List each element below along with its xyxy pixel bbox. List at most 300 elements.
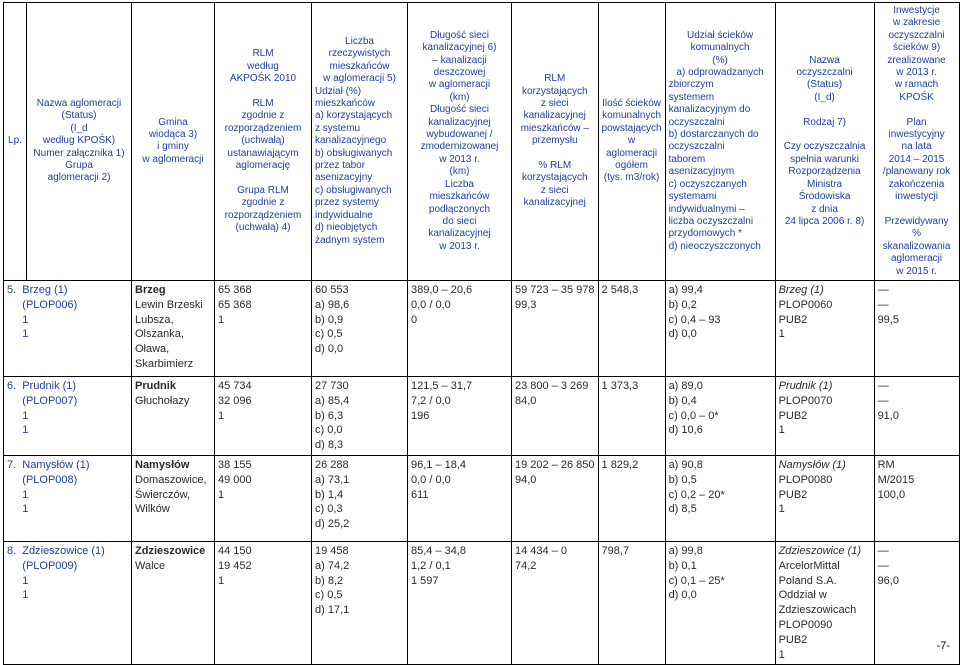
header-line: b) dostarczanych do — [668, 129, 759, 141]
cell-line: Olszanka, — [135, 328, 184, 341]
cell-line: 74,2 — [515, 559, 537, 572]
header-line: w zakresie — [892, 17, 941, 29]
cell-line: 1 829,2 — [601, 458, 639, 471]
cell-rlm — [215, 541, 312, 664]
cell-line: — — [877, 379, 889, 392]
header-line — [218, 172, 308, 184]
header-line: żadnym system — [315, 234, 385, 246]
cell-liczba — [312, 280, 408, 376]
header-line — [779, 104, 871, 116]
header-line: oczyszczalni — [668, 116, 725, 128]
header-line: według — [247, 60, 279, 72]
header-line: systemem — [668, 91, 715, 103]
header-line: RLM — [252, 48, 274, 60]
cell-line: 60 553 — [315, 283, 349, 296]
header-line: (tys. m3/rok) — [603, 172, 660, 184]
header-line: kanalizacyjnego — [315, 135, 387, 147]
cell-line: 121,5 – 31,7 — [411, 379, 473, 392]
cell-line: c) 0,3 — [315, 503, 343, 516]
header-line: mieszkańców – — [520, 122, 589, 134]
header-line: Nazwa — [809, 54, 840, 66]
header-line: indywidualne — [315, 209, 373, 221]
cell-nazwa-oczyszczalni — [775, 376, 874, 455]
header-line: (I_d) — [814, 91, 835, 103]
header-line: Przewidywany — [884, 215, 949, 227]
cell-line: — — [877, 394, 889, 407]
header-liczba-mieszkancow — [312, 3, 408, 281]
header-line: kanalizacyjnej — [428, 228, 491, 240]
header-line: ogółem — [615, 160, 648, 172]
cell-rlm — [215, 376, 312, 455]
cell-line: b) 0,9 — [315, 313, 344, 326]
header-nazwa-oczyszczalni — [775, 3, 874, 281]
cell-line: 5. Brzeg (1) — [7, 283, 68, 296]
cell-lp-nazwa — [4, 455, 132, 541]
cell-line: 23 800 – 3 269 — [515, 379, 589, 392]
cell-line: 0,0 / 0,0 — [411, 473, 451, 486]
header-line: w aglomeracji — [428, 79, 491, 91]
header-line: c) oczyszczanych — [668, 178, 747, 190]
cell-line: — — [877, 283, 889, 296]
header-line: a) odprowadzanych — [676, 67, 764, 79]
cell-line: b) 0,4 — [668, 394, 697, 407]
cell-line: a) 99,8 — [668, 544, 703, 557]
cell-line: 1 — [7, 409, 29, 422]
cell-line: 2 548,3 — [601, 283, 639, 296]
cell-line: 32 096 — [218, 394, 252, 407]
cell-line: d) 17,1 — [315, 604, 350, 617]
cell-line: M/2015 — [877, 473, 915, 486]
cell-line: Lubsza, — [135, 313, 174, 326]
header-line: (km) — [449, 91, 470, 103]
cell-line: 44 150 — [218, 544, 252, 557]
header-line: AKPOŚK 2010 — [229, 73, 297, 85]
header-line: rzeczywistych — [328, 48, 391, 60]
cell-lp-nazwa — [4, 376, 132, 455]
cell-liczba — [312, 541, 408, 664]
header-line: RLM — [544, 73, 566, 85]
header-line: mieszkańców — [329, 60, 390, 72]
cell-line: RM — [877, 458, 895, 471]
table-row — [4, 376, 960, 455]
header-nazwa-aglomeracji — [27, 3, 132, 281]
cell-line: 1 — [7, 313, 29, 326]
cell-gmina — [132, 455, 215, 541]
cell-rlm-korzystajacych — [512, 455, 599, 541]
header-line: KPOŚK — [899, 91, 934, 103]
cell-line: 611 — [411, 488, 429, 501]
cell-line: b) 8,2 — [315, 574, 344, 587]
header-line: inwestycyjny — [888, 129, 945, 141]
header-line: zgodnie z — [241, 197, 285, 209]
cell-dlugosc — [408, 376, 512, 455]
cell-ilosc — [598, 376, 665, 455]
header-line: aglomeracji — [890, 253, 943, 265]
cell-rlm-korzystajacych — [512, 541, 599, 664]
header-line: c) obsługiwanych — [315, 184, 392, 196]
cell-line: 84,0 — [515, 394, 537, 407]
cell-line: PUB2 — [778, 633, 808, 646]
cell-line: d) 8,3 — [315, 439, 344, 452]
cell-line: d) 0,0 — [315, 343, 344, 356]
cell-line: — — [877, 544, 889, 557]
cell-line: 99,5 — [877, 313, 899, 326]
header-gmina — [132, 3, 215, 281]
cell-line: c) 0,5 — [315, 589, 343, 602]
header-line: oczyszczalni — [888, 29, 945, 41]
cell-line: 94,0 — [515, 473, 537, 486]
cell-line: 49 000 — [218, 473, 252, 486]
cell-line: 19 452 — [218, 559, 252, 572]
header-inwestycje — [874, 3, 959, 281]
cell-line: d) 10,6 — [668, 424, 703, 437]
header-line — [878, 204, 956, 216]
cell-line: a) 90,8 — [668, 458, 703, 471]
cell-line: c) 0,0 — [315, 424, 343, 437]
header-line: podłączonych — [428, 203, 491, 215]
header-line: systemami — [668, 191, 717, 203]
cell-udzial — [665, 455, 775, 541]
cell-line: b) 0,5 — [668, 473, 697, 486]
header-line: zmodernizowanej — [420, 141, 499, 153]
header-line: z sieci — [540, 184, 569, 196]
header-line: kanalizacyjnej 6) — [422, 42, 497, 54]
table-row — [4, 280, 960, 376]
cell-line: Namysłów — [135, 458, 190, 471]
header-line: Udział (%) — [315, 85, 362, 97]
header-udzial-sciekow — [665, 3, 775, 281]
header-line: Grupa RLM — [237, 184, 289, 196]
cell-line: Zdzieszowice — [135, 544, 206, 557]
header-line: taborem — [668, 153, 706, 165]
header-line: w 2015 r. — [896, 265, 937, 277]
table-body — [4, 280, 960, 664]
header-rlm-korzystajacych — [512, 3, 599, 281]
cell-line: a) 73,1 — [315, 473, 350, 486]
header-line: według KPOŚK) — [42, 135, 116, 147]
cell-ilosc — [598, 455, 665, 541]
header-line: 24 lipca 2006 r. 8) — [784, 215, 865, 227]
cell-line: b) 1,4 — [315, 488, 344, 501]
header-line: Plan — [906, 116, 927, 128]
cell-line: Poland S.A. — [778, 574, 837, 587]
cell-nazwa-oczyszczalni — [775, 280, 874, 376]
cell-line: PUB2 — [778, 409, 808, 422]
header-line: Inwestycje — [893, 5, 940, 16]
header-line: oczyszczalni — [796, 67, 853, 79]
header-line: z systemu — [315, 122, 361, 134]
cell-line: PLOP0090 — [778, 618, 833, 631]
header-line: /planowany rok — [882, 166, 951, 178]
header-line: w 2013 r. — [896, 67, 937, 79]
header-line: kanalizacyjnej — [428, 116, 491, 128]
header-line: kanalizacyjnym do — [668, 104, 751, 116]
header-line: korzystających — [521, 85, 588, 97]
cell-line: Głuchołazy — [135, 394, 190, 407]
header-line: (uchwałą) 4) — [235, 222, 291, 234]
cell-line: ArcelorMittal — [778, 559, 840, 572]
cell-line: 1 — [7, 589, 29, 602]
cell-line: Lewin Brzeski — [135, 298, 203, 311]
cell-line: 1 373,3 — [601, 379, 639, 392]
cell-line: d) 25,2 — [315, 518, 350, 531]
agglomeration-table — [3, 2, 960, 665]
header-line: korzystających — [521, 172, 588, 184]
header-rlm — [215, 3, 312, 281]
header-line: w aglomeracji — [142, 153, 204, 165]
header-line: a) korzystających — [315, 110, 393, 122]
header-line: z sieci — [540, 98, 569, 110]
cell-line: c) 0,0 – 0* — [668, 409, 719, 422]
header-line: Liczba — [345, 36, 374, 48]
cell-line: PLOP0060 — [778, 298, 833, 311]
header-line: indywidualnymi – — [668, 203, 745, 215]
cell-line: b) 0,1 — [668, 559, 697, 572]
header-line: Długość sieci — [430, 29, 489, 41]
table-row — [4, 455, 960, 541]
header-line: w 2013 r. — [439, 153, 480, 165]
cell-line: 26 288 — [315, 458, 349, 471]
header-line: skanalizowania — [882, 240, 951, 252]
cell-line: 389,0 – 20,6 — [411, 283, 473, 296]
header-line: komunalnych — [690, 42, 750, 54]
header-line: % RLM — [538, 160, 572, 172]
cell-line: a) 85,4 — [315, 394, 350, 407]
cell-line: (PLOP006) — [7, 298, 78, 311]
header-line: Ilość ścieków — [602, 98, 661, 110]
cell-udzial — [665, 280, 775, 376]
cell-line: Prudnik — [135, 379, 176, 392]
cell-line: 65 368 — [218, 283, 252, 296]
cell-line: 1,2 / 0,1 — [411, 559, 451, 572]
cell-inwestycje — [874, 376, 959, 455]
cell-line: — — [877, 559, 889, 572]
cell-line: 96,1 – 18,4 — [411, 458, 467, 471]
header-line: w aglomeracji 5) — [323, 73, 396, 85]
cell-line: 196 — [411, 409, 430, 422]
header-line: (Status) — [807, 79, 843, 91]
cell-line: c) 0,4 – 93 — [668, 313, 721, 326]
cell-line: Domaszowice, — [135, 473, 207, 486]
cell-liczba — [312, 376, 408, 455]
cell-line: 1 — [218, 409, 225, 422]
header-line: ścieków 9) — [892, 42, 941, 54]
header-line: w — [627, 135, 636, 147]
header-line: wiodąca 3) — [148, 129, 198, 141]
cell-nazwa-oczyszczalni — [775, 455, 874, 541]
cell-line: Prudnik (1) — [778, 379, 833, 392]
cell-line: Brzeg — [135, 283, 166, 296]
header-line: rozporządzeniem — [224, 122, 302, 134]
header-line: Liczba — [445, 178, 474, 190]
cell-line: Wilków — [135, 503, 170, 516]
header-line: Udział ścieków — [686, 29, 754, 41]
header-line: zgodnie z — [241, 110, 285, 122]
header-line: przemysłu — [531, 135, 578, 147]
cell-inwestycje — [874, 455, 959, 541]
cell-line: c) 0,1 – 25* — [668, 574, 725, 587]
header-line: RLM — [252, 98, 274, 110]
header-line: (km) — [449, 166, 470, 178]
header-line: z dnia — [811, 203, 838, 215]
cell-line: c) 0,2 – 20* — [668, 488, 725, 501]
cell-line: a) 74,2 — [315, 559, 350, 572]
cell-rlm-korzystajacych — [512, 376, 599, 455]
header-line: na lata — [901, 141, 932, 153]
cell-line: Oddział w — [778, 589, 827, 602]
cell-line: 91,0 — [877, 409, 899, 422]
header-line: zakończenia — [888, 178, 945, 190]
cell-line: Skarbimierz — [135, 357, 194, 370]
header-line: – kanalizacji — [432, 54, 487, 66]
cell-line: 1 — [7, 424, 29, 437]
cell-ilosc — [598, 280, 665, 376]
cell-rlm-korzystajacych — [512, 280, 599, 376]
header-line: przez tabor — [315, 160, 366, 172]
cell-line: a) 98,6 — [315, 298, 350, 311]
cell-line: 59 723 – 35 978 — [515, 283, 595, 296]
header-line: Gmina — [158, 116, 188, 128]
cell-line: 1 — [7, 328, 29, 341]
header-line: aglomeracji 2) — [47, 172, 111, 184]
header-line: powstających — [601, 122, 662, 134]
header-lp — [4, 3, 27, 281]
cell-line: PLOP0080 — [778, 473, 833, 486]
cell-rlm — [215, 280, 312, 376]
header-line: przydomowych * — [668, 228, 742, 240]
header-line: aglomeracji — [605, 147, 658, 159]
cell-line: 8. Zdzieszowice (1) — [7, 544, 105, 557]
header-line: zrealizowane — [887, 54, 946, 66]
header-line: (I_d — [70, 122, 88, 134]
header-line: Grupa — [65, 160, 93, 172]
cell-line: 1 — [218, 488, 225, 501]
cell-line: 14 434 – 0 — [515, 544, 567, 557]
cell-line: 7. Namysłów (1) — [7, 458, 90, 471]
cell-line: 19 458 — [315, 544, 349, 557]
header-line: Rozporządzenia — [788, 166, 861, 178]
header-line: (%) — [712, 54, 728, 66]
header-line: przez systemy — [315, 197, 379, 209]
header-line: Czy oczyszczalnia — [783, 141, 866, 153]
header-line: kanalizacyjnej — [523, 110, 586, 122]
header-line — [779, 129, 871, 141]
cell-line: Namysłów (1) — [778, 458, 846, 471]
cell-line: Świerczów, — [135, 488, 191, 501]
cell-rlm — [215, 455, 312, 541]
cell-line: 100,0 — [877, 488, 906, 501]
cell-inwestycje — [874, 280, 959, 376]
header-line: (Status) — [61, 110, 97, 122]
header-line: Numer załącznika 1) — [33, 147, 125, 159]
header-line: spełnia warunki — [790, 153, 860, 165]
cell-line: b) 0,2 — [668, 298, 697, 311]
header-ilosc-sciekow — [598, 3, 665, 281]
header-line: mieszkańców — [429, 191, 490, 203]
cell-line: d) 8,5 — [668, 503, 697, 516]
cell-line: a) 89,0 — [668, 379, 703, 392]
header-line: w 2013 r. — [439, 240, 480, 252]
cell-udzial — [665, 376, 775, 455]
cell-line: PUB2 — [778, 313, 808, 326]
header-line: inwestycji — [895, 191, 938, 203]
header-line: d) nieoczyszczonych — [668, 240, 761, 252]
cell-udzial — [665, 541, 775, 664]
header-line: ustanawiającym — [227, 147, 299, 159]
cell-line: 1 597 — [411, 574, 439, 587]
header-line: % — [912, 228, 922, 240]
cell-line: 1 — [218, 574, 225, 587]
cell-line: c) 0,5 — [315, 328, 343, 341]
header-line: do sieci — [442, 215, 477, 227]
header-line: rozporządzeniem — [224, 209, 302, 221]
cell-line: 1 — [778, 503, 785, 516]
header-line: (uchwałą) — [241, 135, 285, 147]
cell-line: (PLOP008) — [7, 473, 78, 486]
cell-line: 1 — [7, 503, 29, 516]
cell-line: 1 — [778, 648, 785, 661]
cell-liczba — [312, 455, 408, 541]
cell-line: 65 368 — [218, 298, 252, 311]
cell-line: 99,3 — [515, 298, 537, 311]
header-line: asenizacyjnym — [668, 166, 735, 178]
header-line: aglomerację — [235, 160, 291, 172]
header-line — [218, 86, 308, 98]
header-line: Ministra — [807, 178, 843, 190]
table-row — [4, 541, 960, 664]
cell-gmina — [132, 280, 215, 376]
cell-line: d) 0,0 — [668, 328, 697, 341]
cell-line: PUB2 — [778, 488, 808, 501]
cell-nazwa-oczyszczalni — [775, 541, 874, 664]
header-line: Środowiska — [798, 191, 851, 203]
cell-line: Zdzieszowicach — [778, 604, 857, 617]
cell-line: 0 — [411, 313, 418, 326]
header-line: liczba oczyszczalni — [668, 215, 754, 227]
cell-ilosc — [598, 541, 665, 664]
header-line — [878, 104, 956, 116]
cell-line: 6. Prudnik (1) — [7, 379, 77, 392]
cell-line: b) 6,3 — [315, 409, 344, 422]
header-line: Długość sieci — [430, 104, 489, 116]
cell-line: 1 — [778, 328, 785, 341]
cell-line: 45 734 — [218, 379, 252, 392]
cell-line: 96,0 — [877, 574, 899, 587]
header-line: asenizacyjny — [315, 172, 373, 184]
cell-dlugosc — [408, 280, 512, 376]
cell-dlugosc — [408, 455, 512, 541]
header-line: 2014 – 2015 — [888, 153, 945, 165]
cell-line: — — [877, 298, 889, 311]
cell-gmina — [132, 376, 215, 455]
cell-line: Zdzieszowice (1) — [778, 544, 862, 557]
cell-line: 1 — [218, 313, 225, 326]
cell-line: a) 99,4 — [668, 283, 703, 296]
cell-dlugosc — [408, 541, 512, 664]
header-line: Rodzaj 7) — [803, 116, 846, 128]
page-number: -7- — [936, 640, 950, 652]
header-line: zbiorczym — [668, 79, 714, 91]
cell-lp-nazwa — [4, 541, 132, 664]
header-line: deszczowej — [433, 67, 486, 79]
cell-line: PLOP0070 — [778, 394, 833, 407]
cell-line: Walce — [135, 559, 166, 572]
cell-line: 798,7 — [601, 544, 630, 557]
cell-line: Brzeg (1) — [778, 283, 824, 296]
header-line: oczyszczalni — [668, 141, 725, 153]
cell-line: 7,2 / 0,0 — [411, 394, 451, 407]
cell-line: Oława, — [135, 343, 170, 356]
